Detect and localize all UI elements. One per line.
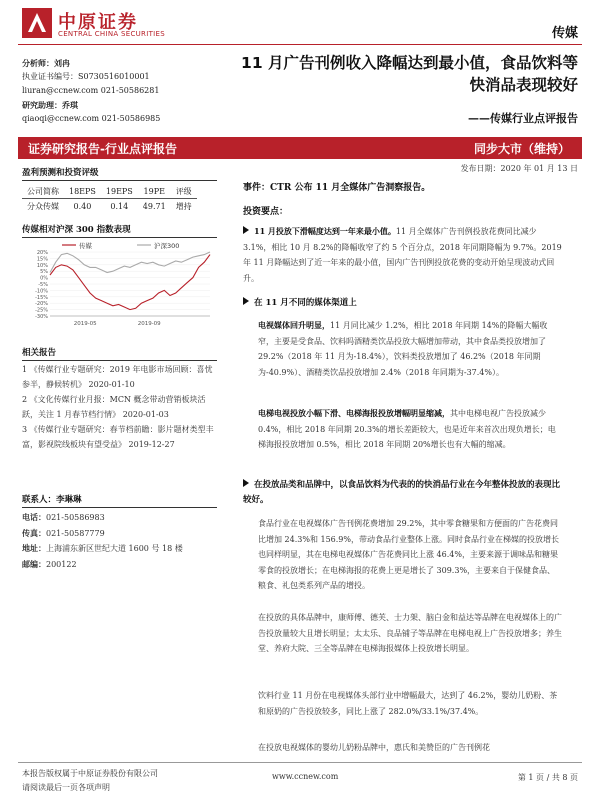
analyst-block — [22, 56, 242, 126]
bullet-2-title: 在 11 月不同的媒体渠道上 — [254, 298, 357, 308]
forecast-divider — [22, 180, 217, 181]
chart-divider — [22, 237, 217, 238]
report-type: 证券研究报告-行业点评报告 — [28, 142, 177, 156]
table-header-cell: 评级 — [171, 184, 197, 199]
table-cell: 分众传媒 — [27, 201, 59, 211]
y-tick-label: -30% — [35, 314, 48, 320]
footer-url[interactable]: www.ccnew.com — [272, 772, 339, 781]
address-label: 地址： — [22, 543, 46, 553]
phone-label: 电话： — [22, 512, 46, 522]
y-tick-label: -5% — [38, 282, 48, 288]
forecast-heading: 盈利预测和投资评级 — [22, 168, 99, 178]
paragraph-beverage: 饮料行业 11 月份在电视媒体头部行业中增幅最大，达到了 46.2%，婴幼儿奶粉、茶和原奶的广告投放较多，同比上涨了 282.0%/33.1%/37.4%。 — [258, 691, 558, 716]
y-tick-label: 15% — [36, 256, 48, 263]
fax-value: 021-50587779 — [46, 528, 105, 538]
zip-label: 邮编： — [22, 558, 46, 569]
paragraph-elevator-text: 其中电梯电视广告投放减少 0.4%，相比 2018 年同期 20.3%的增长差距较大，也是近年来首次出现负增长；电梯海报投放增加 0.5%，相比 2018 年同期 20%增长也有大幅的缩减。 — [258, 409, 556, 449]
table-cell: 0.40 — [73, 201, 92, 211]
industry-label: 传媒 — [551, 26, 578, 41]
paragraph-elevator-title: 电梯电视投放小幅下滑、电梯海报投放增幅明显缩减， — [258, 408, 450, 418]
y-tick-label: 20% — [36, 250, 48, 256]
paragraph-infant: 在投放电视媒体的婴幼儿奶粉品牌中，惠氏和美赞臣的广告刊例花 — [258, 743, 490, 752]
table-cell: 0.14 — [110, 201, 129, 211]
logo-icon — [22, 8, 52, 38]
x-tick-label: 2019-05 — [73, 321, 97, 327]
paragraph-tv-title: 电视媒体回升明显， — [258, 320, 330, 330]
assistant-contact: qiaoqi@ccnew.com 021-50586985 — [22, 114, 161, 123]
y-tick-label: 5% — [40, 269, 48, 276]
table-header-row — [22, 184, 197, 199]
y-tick-label: 0% — [40, 275, 48, 282]
contact-person: 联系人：李琳琳 — [22, 495, 82, 505]
bullet-1-text: 11 月全媒体广告刊例投放花费同比减少 3.1%，相比 10 月 8.2%的降幅收窄了约 5 个百分点，2018 年同期降幅为 9.7%。2019 年 11 月降幅达到了近一年来的最小值，国内广告刊例投放花费的变动开始呈现波动式回升。 — [243, 227, 562, 283]
chart-heading: 传媒相对沪深 300 指数表现 — [22, 225, 131, 235]
bullet-triangle-icon — [243, 226, 249, 234]
series-line — [50, 252, 210, 273]
legend-label: 传媒 — [79, 242, 92, 250]
related-report-link[interactable]: 1 《传媒行业专题研究：2019 年电影市场回顾：喜忧参半，静候转机》 2020-01-10 — [22, 365, 213, 389]
analyst-license: 执业证书编号：S0730516010001 — [22, 72, 150, 81]
bullet-1-title: 11 月投放下滑幅度达到一年来最小值。 — [254, 226, 396, 236]
y-tick-label: 10% — [36, 262, 48, 269]
footer-divider — [18, 762, 582, 763]
header-divider — [18, 44, 582, 45]
y-tick-label: -10% — [35, 288, 48, 295]
paragraph-brands: 在投放的具体品牌中，康师傅、德芙、士力架、脑白金和益达等品牌在电视媒体上的广告投放量较大且增长明显；太太乐、良品铺子等品牌在电梯电视上广告投放增多；养生堂、养府大院、三全等品牌在电梯海报媒体上投放增长明显。 — [258, 613, 562, 653]
table-cell: 增持 — [175, 201, 192, 211]
legend-label: 沪深300 — [154, 242, 180, 250]
table-row — [22, 199, 197, 214]
rating: 同步大市（维持） — [473, 142, 570, 156]
table-header-cell: 19PE — [138, 184, 171, 199]
paragraph-tv — [258, 318, 563, 380]
paragraph-food: 食品行业在电视媒体广告刊例花费增加 29.2%，其中零食糖果和方便面的广告花费同比增加 24.3%和 156.9%，带动食品行业整体上涨。同时食品行业在梯媒的投放增长也同样明显，其在电梯电视媒体广告花费同比上涨 46.4%，主要来源于调味品和糖果零食的投放增长；在电梯海报的花费上更是增长了 309.3%，主要来自于保健食品、粮食、礼包类系列产品的增投。 — [258, 519, 560, 590]
x-tick-label: 2019-09 — [137, 321, 161, 327]
footer-copyright: 本报告版权属于中原证券股份有限公司 — [22, 769, 158, 778]
paragraph-elevator — [258, 406, 563, 453]
analyst-name: 分析师：刘冉 — [22, 58, 70, 68]
bullet-3 — [243, 478, 563, 508]
logo-name-en: CENTRAL CHINA SECURITIES — [58, 30, 165, 38]
performance-chart — [22, 240, 217, 330]
page-number: 第 1 页 / 共 8 页 — [517, 773, 578, 782]
bullet-1 — [243, 224, 563, 286]
bullet-triangle-icon — [243, 479, 249, 487]
related-heading: 相关报告 — [22, 348, 57, 358]
analyst-contact: liuran@ccnew.com 021-50586281 — [22, 86, 160, 95]
contact-divider — [22, 507, 217, 508]
related-report-link[interactable]: 2 《文化传媒行业月报：MCN 概念带动营销板块活跃，关注 1 月春节档行情》 2020-01-03 — [22, 395, 206, 419]
table-cell: 49.71 — [142, 201, 166, 211]
address-value: 上海浦东新区世纪大道 1600 号 18 楼 — [46, 544, 183, 553]
y-tick-label: -20% — [35, 301, 48, 308]
report-subtitle: ——传媒行业点评报告 — [468, 112, 578, 125]
footer-disclaimer: 请阅读最后一页各项声明 — [22, 783, 110, 792]
paragraph-tv-text: 11 月同比减少 1.2%，相比 2018 年同期 14%的降幅大幅收窄，主要是受食品、饮料吗酒精类饮品投放大幅增加带动，其中食品类投放增加了 29.2%（2018 年 11 月为-18.4%），饮料类投放增加了 46.2%（2018 年同期为-40.9%）、酒精类饮品投放增加 2.4%（2018 年同期为-37.4%）。 — [258, 321, 548, 377]
related-report-link[interactable]: 3 《传媒行业专题研究：春节档前瞻：影片题材类型丰富，影视院线板块有望受益》 2019-12-27 — [22, 425, 214, 449]
fax-label: 传真： — [22, 527, 46, 538]
phone-value: 021-50586983 — [46, 513, 105, 522]
zip-value: 200122 — [46, 559, 77, 569]
y-tick-label: -15% — [35, 294, 48, 301]
report-banner — [18, 137, 582, 159]
bullet-3-title: 在投放品类和品牌中，以食品饮料为代表的的快消品行业在今年整体投放的表现比较好。 — [243, 480, 561, 505]
assistant-name: 研究助理：乔琪 — [22, 100, 78, 110]
logo-name-cn: 中原证券 — [58, 12, 138, 33]
table-header-cell: 公司简称 — [22, 184, 64, 199]
contact-block — [22, 510, 232, 572]
table-header-cell: 18EPS — [64, 184, 101, 199]
bullet-triangle-icon — [243, 297, 249, 305]
bullet-2 — [243, 296, 573, 311]
report-title: 11 月广告刊例收入降幅达到最小值，食品饮料等快消品表现较好 — [241, 54, 578, 94]
table-header-cell: 19EPS — [101, 184, 138, 199]
event-line: 事件：CTR 公布 11 月全媒体广告洞察报告。 — [243, 183, 431, 193]
related-divider — [22, 360, 217, 361]
publish-date: 发布日期：2020 年 01 月 13 日 — [460, 164, 578, 173]
points-heading: 投资要点： — [243, 207, 289, 217]
y-tick-label: -25% — [35, 307, 48, 314]
series-line — [50, 255, 210, 310]
forecast-table — [22, 184, 197, 213]
related-list — [22, 362, 220, 452]
